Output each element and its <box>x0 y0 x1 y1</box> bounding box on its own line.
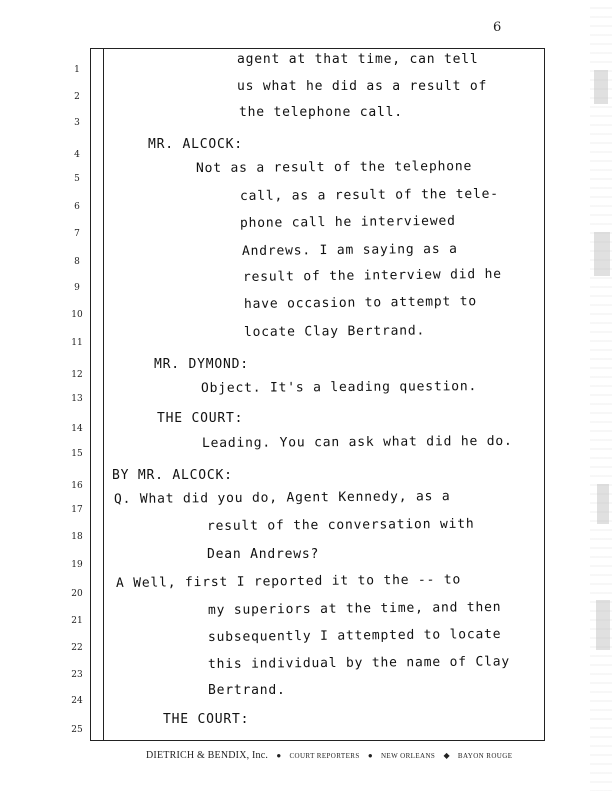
transcript-line: the telephone call. <box>239 105 403 120</box>
transcript-line: Bertrand. <box>208 683 286 698</box>
transcript-line: phone call he interviewed <box>239 213 456 231</box>
transcript-line: us what he did as a result of <box>237 79 488 94</box>
line-number: 1 <box>74 65 80 75</box>
line-number: 21 <box>71 616 83 626</box>
line-number: 8 <box>74 257 80 267</box>
court-reporter-footer <box>146 750 512 761</box>
transcript-line: call, as a result of the tele- <box>239 186 499 204</box>
line-number: 15 <box>71 449 83 459</box>
transcript-line: A Well, first I reported it to the -- to <box>115 572 462 591</box>
diamond-icon: ◆ <box>443 751 450 760</box>
line-number: 13 <box>71 394 83 404</box>
margin-rule <box>103 48 104 741</box>
scan-speck <box>594 232 610 276</box>
line-number: 23 <box>71 670 83 680</box>
line-number: 4 <box>74 150 80 160</box>
bullet-icon: ● <box>276 751 282 760</box>
line-number: 14 <box>71 424 83 434</box>
line-number: 10 <box>71 310 83 320</box>
line-number: 19 <box>71 560 83 570</box>
line-number: 22 <box>71 643 83 653</box>
line-number: 7 <box>74 229 80 239</box>
transcript-line: MR. DYMOND: <box>154 357 249 372</box>
line-number: 12 <box>71 370 83 380</box>
footer-item: COURT REPORTERS <box>289 752 360 760</box>
scan-speck <box>597 484 609 524</box>
line-number: 17 <box>71 505 83 515</box>
line-number: 5 <box>74 174 80 184</box>
transcript-line: THE COURT: <box>157 411 244 426</box>
line-number: 18 <box>71 532 83 542</box>
bullet-icon: ● <box>367 751 373 760</box>
transcript-line: BY MR. ALCOCK: <box>112 468 233 483</box>
line-number: 6 <box>74 202 80 212</box>
footer-item: NEW ORLEANS <box>380 752 436 760</box>
line-number: 9 <box>74 283 80 293</box>
line-number: 3 <box>74 118 80 128</box>
line-number: 16 <box>71 481 83 491</box>
transcript-line: Leading. You can ask what did he do. <box>201 433 513 451</box>
transcript-line: have occasion to attempt to <box>243 294 477 312</box>
line-number: 20 <box>71 589 83 599</box>
footer-item: BAYON ROUGE <box>457 752 513 760</box>
transcript-line: agent at that time, can tell <box>237 52 479 67</box>
transcript-line: Q. What did you do, Agent Kennedy, as a <box>113 489 451 507</box>
transcript-line: THE COURT: <box>163 712 250 727</box>
transcript-line: result of the conversation with <box>206 516 475 534</box>
transcript-line: locate Clay Bertrand. <box>243 323 426 340</box>
page-number: 6 <box>493 20 502 35</box>
transcript-line: Andrews. I am saying as a <box>241 241 458 259</box>
line-number: 2 <box>74 92 80 102</box>
transcript-line: this individual by the name of Clay <box>207 654 510 672</box>
transcript-line: subsequently I attempted to locate <box>207 626 502 645</box>
scan-edge-noise <box>590 0 612 791</box>
firm-name: DIETRICH & BENDIX, Inc. <box>146 750 269 761</box>
line-number: 24 <box>71 696 83 706</box>
transcript-line: MR. ALCOCK: <box>148 137 243 152</box>
transcript-line: result of the interview did he <box>242 266 502 285</box>
scan-speck <box>594 70 608 104</box>
transcript-line: Not as a result of the telephone <box>195 159 473 176</box>
line-number: 25 <box>71 725 83 735</box>
scan-speck <box>596 600 610 650</box>
line-number: 11 <box>71 338 83 348</box>
transcript-line: my superiors at the time, and then <box>207 599 502 618</box>
transcript-line: Dean Andrews? <box>207 547 320 562</box>
transcript-line: Object. It's a leading question. <box>200 379 478 396</box>
